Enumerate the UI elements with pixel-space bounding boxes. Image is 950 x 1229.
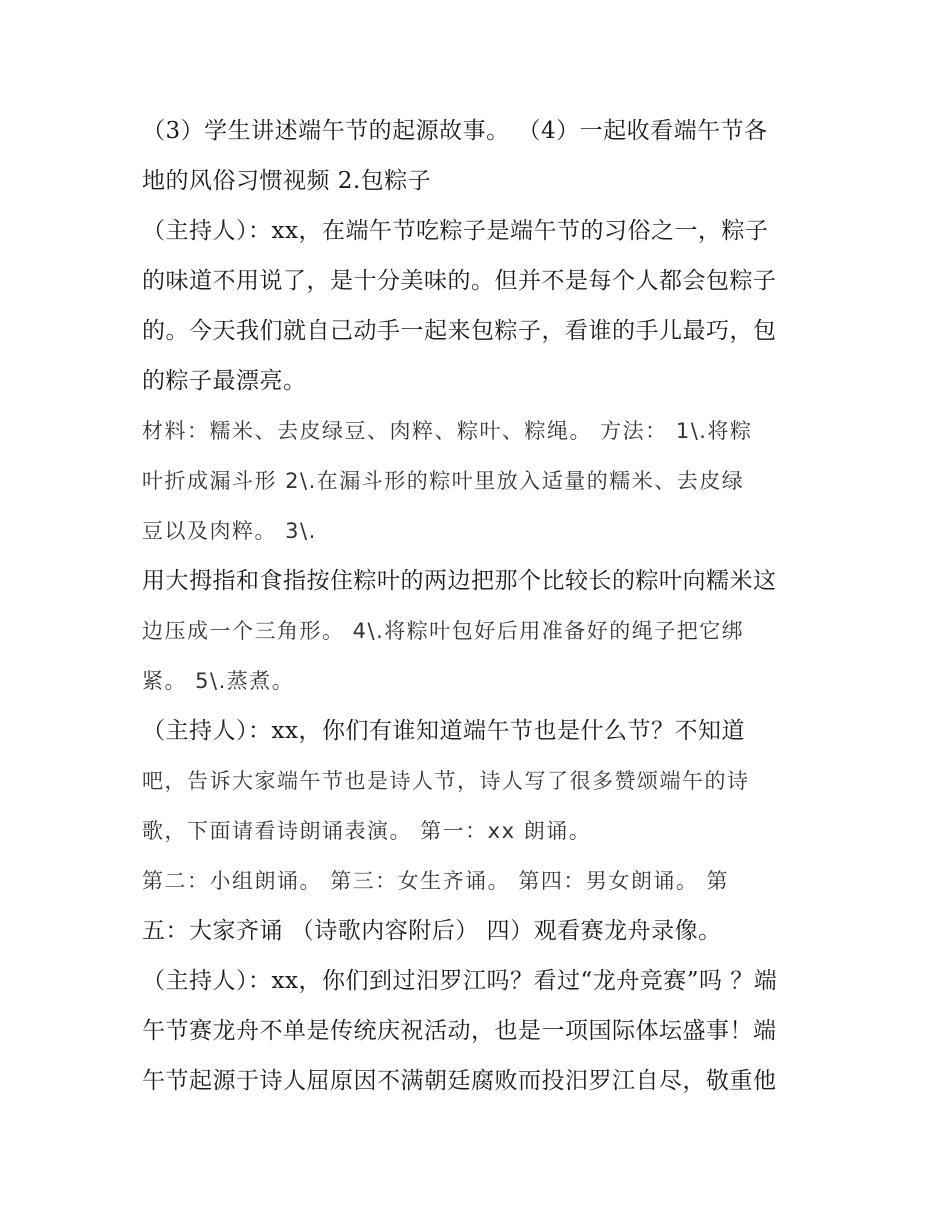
text-line: （主持人）：xx，你们有谁知道端午节也是什么节？不知道 [142, 718, 745, 744]
text-line: 吧，告诉大家端午节也是诗人节，诗人写了很多赞颂端午的诗 [142, 769, 750, 793]
text-line: 午节赛龙舟不单是传统庆祝活动，也是一项国际体坛盛事！端 [142, 1018, 777, 1044]
text-line: 边压成一个三角形。 4\.将粽叶包好后用准备好的绳子把它绑 [142, 619, 745, 643]
text-line: 材料：糯米、去皮绿豆、肉粹、粽叶、粽绳。 方法： 1\.将粽 [142, 419, 753, 443]
text-line: 地的风俗习惯视频 2.包粽子 [142, 168, 432, 194]
text-line: 第二：小组朗诵。 第三：女生齐诵。 第四：男女朗诵。 第 [142, 869, 730, 893]
text-line: 五：大家齐诵 （诗歌内容附后） 四）观看赛龙舟录像。 [142, 918, 722, 944]
text-line: （主持人）：xx，你们到过汨罗江吗？看过“龙舟竞赛”吗 ？端 [142, 968, 778, 994]
text-line: 紧。 5\.蒸煮。 [142, 669, 295, 693]
text-line: 叶折成漏斗形 2\.在漏斗形的粽叶里放入适量的糯米、去皮绿 [142, 469, 745, 493]
text-line: 的粽子最漂亮。 [142, 368, 307, 394]
text-line: 豆以及肉粹。 3\. [142, 519, 317, 543]
text-line: （主持人）：xx，在端午节吃粽子是端午节的习俗之一，粽子 [142, 218, 769, 244]
text-line: 的。今天我们就自己动手一起来包粽子，看谁的手儿最巧，包 [142, 318, 777, 344]
text-line: 午节起源于诗人屈原因不满朝廷腐败而投汨罗江自尽，敬重他 [142, 1068, 777, 1094]
text-line: 的味道不用说了，是十分美味的。但并不是每个人都会包粽子 [142, 268, 777, 294]
document-body [142, 106, 818, 1106]
text-line: 用大拇指和食指按住粽叶的两边把那个比较长的粽叶向糯米这 [142, 568, 777, 594]
text-line: （3）学生讲述端午节的起源故事。 （4）一起收看端午节各 [142, 118, 768, 144]
text-line: 歌，下面请看诗朗诵表演。 第一：xx 朗诵。 [142, 819, 592, 843]
